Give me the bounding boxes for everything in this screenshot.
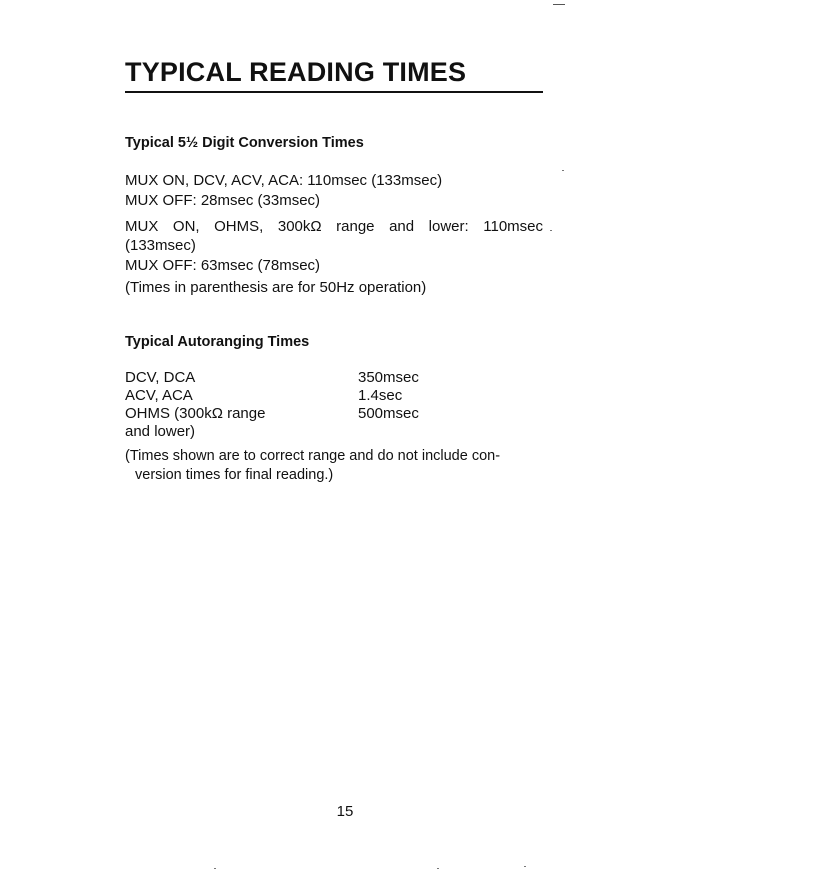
page-title: TYPICAL READING TIMES <box>125 57 467 87</box>
conversion-line: MUX OFF: 28msec (33msec) <box>125 192 321 209</box>
table-row <box>125 387 545 405</box>
time-value: 350msec <box>358 369 419 386</box>
conversion-line: MUX OFF: 63msec (78msec) <box>125 257 321 274</box>
autoranging-note <box>125 447 545 485</box>
scan-mark <box>553 4 565 5</box>
table-row <box>125 423 545 441</box>
scan-speck <box>524 866 526 867</box>
page-number: 15 <box>336 803 354 820</box>
scan-speck <box>562 170 564 171</box>
function-label: DCV, DCA <box>125 369 196 386</box>
scan-speck <box>437 868 439 869</box>
conversion-line: MUX ON, OHMS, 300kΩ range and lower: 110msec <box>125 218 543 235</box>
conversion-line: MUX ON, DCV, ACV, ACA: 110msec (133msec) <box>125 172 443 189</box>
note-line: (Times shown are to correct range and do not include con- <box>125 448 501 464</box>
autoranging-heading: Typical Autoranging Times <box>125 334 310 350</box>
scan-speck <box>550 230 552 231</box>
scan-speck <box>214 868 216 869</box>
title-block <box>125 56 543 93</box>
conversion-note: (Times in parenthesis are for 50Hz operation) <box>125 279 427 296</box>
function-label: and lower) <box>125 423 196 440</box>
table-row <box>125 405 545 423</box>
function-label: OHMS (300kΩ range <box>125 405 266 422</box>
function-label: ACV, ACA <box>125 387 193 404</box>
table-row <box>125 369 545 387</box>
conversion-heading: Typical 5½ Digit Conversion Times <box>125 135 364 151</box>
conversion-line: (133msec) <box>125 237 196 254</box>
note-line: version times for final reading.) <box>135 467 334 483</box>
time-value: 1.4sec <box>358 387 403 404</box>
time-value: 500msec <box>358 405 419 422</box>
